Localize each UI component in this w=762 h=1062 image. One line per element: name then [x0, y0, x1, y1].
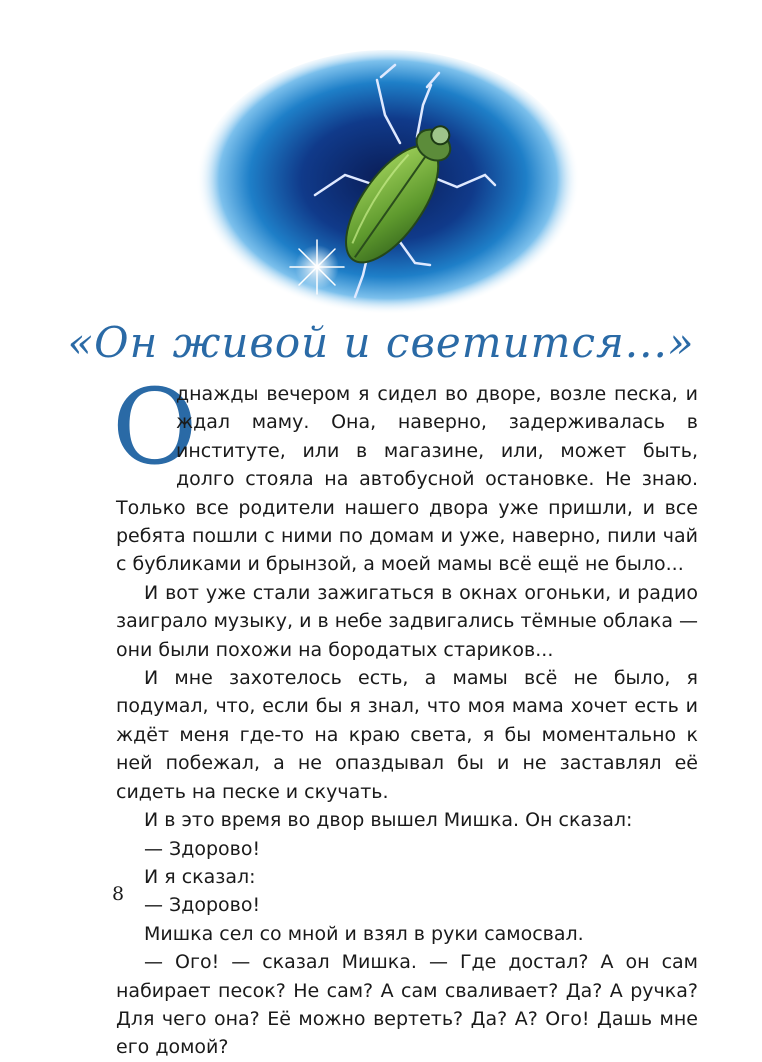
paragraph: И я сказал:	[144, 865, 256, 888]
firefly-illustration	[195, 25, 580, 320]
paragraph	[112, 366, 698, 579]
paragraph: — Здорово!	[144, 837, 261, 860]
paragraph: Мишка сел со мной и взял в руки самосвал.	[144, 922, 584, 945]
paragraph: И мне захотелось есть, а мамы всё не было, я подумал, что, если бы я знал, что моя мама хочет есть и ждёт меня где-то на краю света, я бы моментально к ней побежал, а не опаздывал бы и не заставлял её сидеть на песке и скучать.	[116, 667, 698, 803]
paragraph: И в это время во двор вышел Мишка. Он сказал:	[144, 809, 633, 832]
paragraph-text: днажды вечером я сидел во дворе, возле песка, и ждал маму. Она, наверно, задерживалась в институте, или в магазине, или, может быть, долго стояла на автобусной остановке. Не знаю. Только все родители нашего двора уже пришли, и все ребята пошли с ними по домам и уже, наверно, пили чай с бубликами и брынзой, а моей мамы всё ещё не было...	[116, 383, 698, 576]
paragraph: — Здорово!	[144, 894, 261, 917]
paragraph: И вот уже стали зажигаться в окнах огоньки, и радио заиграло музыку, и в небе задвигались тёмные облака — они были похожи на бородатых стариков...	[116, 581, 699, 661]
page-number: 8	[112, 883, 125, 905]
chapter-title: «Он живой и светится...»	[67, 318, 695, 367]
paragraph: — Ого! — сказал Мишка. — Где достал? А он сам набирает песок? Не сам? А сам сваливает? Да? А ручка? Для чего она? Её можно вертеть? Да? А? Ого! Дашь мне его домой?	[116, 951, 698, 1059]
story-text	[112, 366, 699, 1062]
drop-cap: О	[112, 366, 198, 488]
